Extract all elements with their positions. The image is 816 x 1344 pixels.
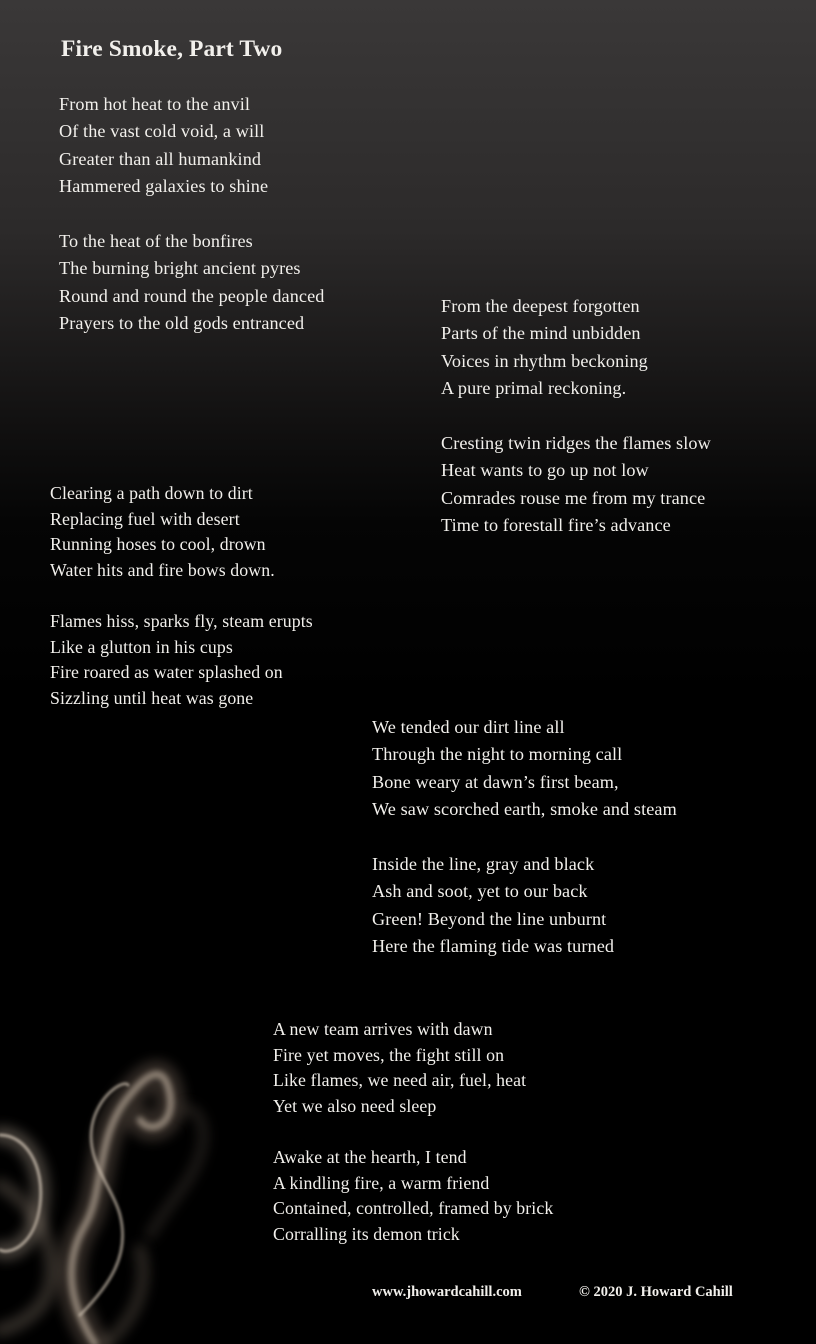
poem-line: Inside the line, gray and black — [372, 854, 595, 874]
poem-line: To the heat of the bonfires — [59, 231, 253, 251]
poem-line: Fire yet moves, the fight still on — [273, 1044, 505, 1065]
poem-line: Heat wants to go up not low — [441, 460, 649, 481]
poem-line: Green! Beyond the line unburnt — [372, 908, 607, 929]
poem-line: We tended our dirt line all — [372, 717, 565, 737]
poem-line: Sizzling until heat was gone — [50, 687, 254, 708]
poem-line: Cresting twin ridges the flames slow — [441, 433, 711, 453]
poem-line: A kindling fire, a warm friend — [273, 1172, 490, 1193]
poem-line: Ash and soot, yet to our back — [372, 881, 588, 902]
poem-line: Greater than all humankind — [59, 148, 262, 169]
poem-line: Voices in rhythm beckoning — [441, 350, 648, 371]
stanza-7 — [372, 714, 677, 823]
poem-line: Of the vast cold void, a will — [59, 121, 265, 142]
stanza-3 — [441, 293, 648, 402]
poem-line: Clearing a path down to dirt — [50, 483, 253, 503]
poem-line: Parts of the mind unbidden — [441, 323, 641, 344]
stanza-10 — [273, 1145, 553, 1247]
stanza-5 — [50, 481, 275, 583]
poem-line: Here the flaming tide was turned — [372, 935, 615, 956]
poem-line: Through the night to morning call — [372, 744, 623, 765]
poem-line: A new team arrives with dawn — [273, 1019, 493, 1039]
poem-line: Like a glutton in his cups — [50, 636, 233, 657]
poem-line: Replacing fuel with desert — [50, 508, 240, 529]
poem-line: From hot heat to the anvil — [59, 94, 251, 114]
footer-copyright: © 2020 J. Howard Cahill — [579, 1284, 733, 1300]
poem-line: Round and round the people danced — [59, 285, 325, 306]
stanza-9 — [273, 1017, 526, 1119]
poem-line: From the deepest forgotten — [441, 296, 640, 316]
stanza-2 — [59, 228, 324, 337]
poem-line: Water hits and fire bows down. — [50, 559, 275, 580]
poem-line: Like flames, we need air, fuel, heat — [273, 1070, 527, 1090]
poem-line: A pure primal reckoning. — [441, 377, 627, 398]
stanza-6 — [50, 609, 313, 711]
poem-title: Fire Smoke, Part Two — [61, 36, 283, 62]
poem-line: Prayers to the old gods entranced — [59, 312, 305, 333]
poem-line: Running hoses to cool, drown — [50, 534, 266, 554]
poem-line: Yet we also need sleep — [273, 1095, 437, 1116]
poem-line: We saw scorched earth, smoke and steam — [372, 798, 677, 819]
stanza-8 — [372, 851, 614, 960]
footer-website: www.jhowardcahill.com — [372, 1284, 522, 1300]
stanza-4 — [441, 430, 711, 539]
poem-line: Time to forestall fire’s advance — [441, 514, 671, 535]
poem-line: Comrades rouse me from my trance — [441, 487, 706, 508]
poem-line: Fire roared as water splashed on — [50, 662, 283, 682]
smoke-image — [0, 985, 230, 1344]
smoke-wisps-graphic — [0, 985, 230, 1344]
poem-line: Corralling its demon trick — [273, 1223, 460, 1244]
stanza-1 — [59, 91, 268, 200]
poem-line: Flames hiss, sparks fly, steam erupts — [50, 611, 313, 631]
poem-line: Hammered galaxies to shine — [59, 175, 269, 196]
poem-line: Bone weary at dawn’s first beam, — [372, 771, 619, 792]
poem-line: Awake at the hearth, I tend — [273, 1147, 467, 1167]
poem-line: The burning bright ancient pyres — [59, 258, 301, 279]
poem-line: Contained, controlled, framed by brick — [273, 1198, 554, 1218]
